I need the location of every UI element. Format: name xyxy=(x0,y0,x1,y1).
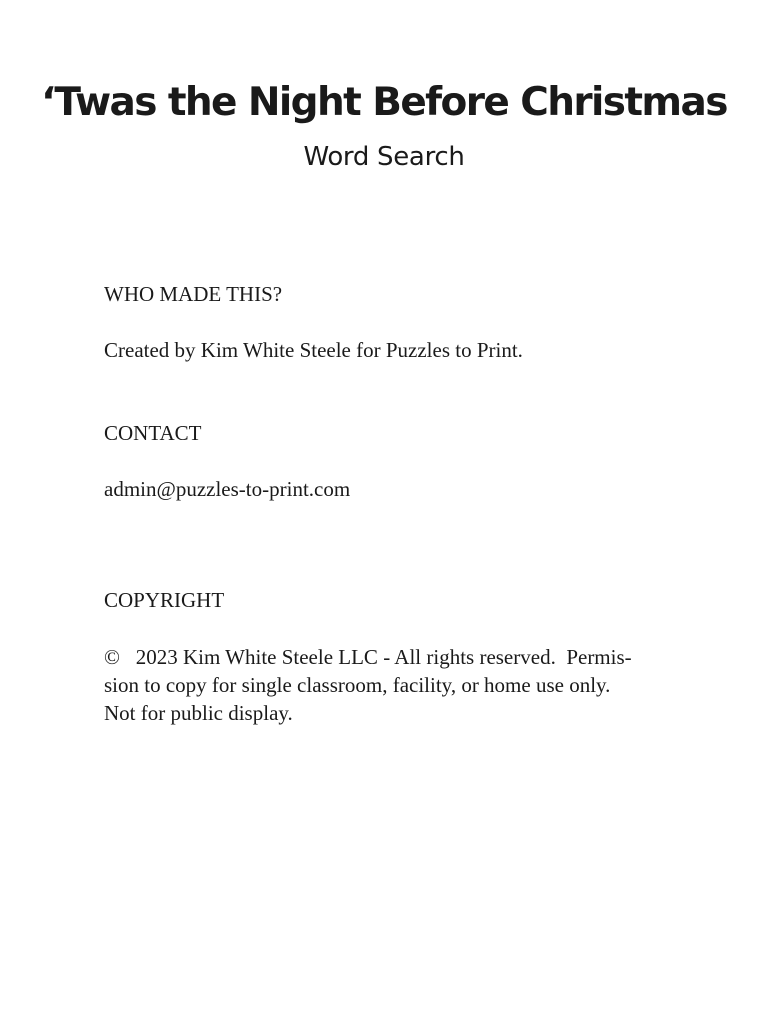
page-title: ‘Twas the Night Before Christmas xyxy=(41,80,727,125)
page-subtitle: Word Search xyxy=(303,142,465,172)
copyright-line: Not for public display. xyxy=(104,701,293,725)
contact-heading: CONTACT xyxy=(104,421,202,445)
creator-credit: Created by Kim White Steele for Puzzles to Print. xyxy=(104,338,523,362)
copyright-notice xyxy=(104,643,679,727)
copyright-line: sion to copy for single classroom, facility, or home use only. xyxy=(104,673,611,697)
contact-email: admin@puzzles-to-print.com xyxy=(104,477,351,501)
who-made-this-heading: WHO MADE THIS? xyxy=(104,282,283,306)
copyright-line: © 2023 Kim White Steele LLC - All rights reserved. Permis- xyxy=(104,645,632,669)
copyright-heading: COPYRIGHT xyxy=(104,588,225,612)
